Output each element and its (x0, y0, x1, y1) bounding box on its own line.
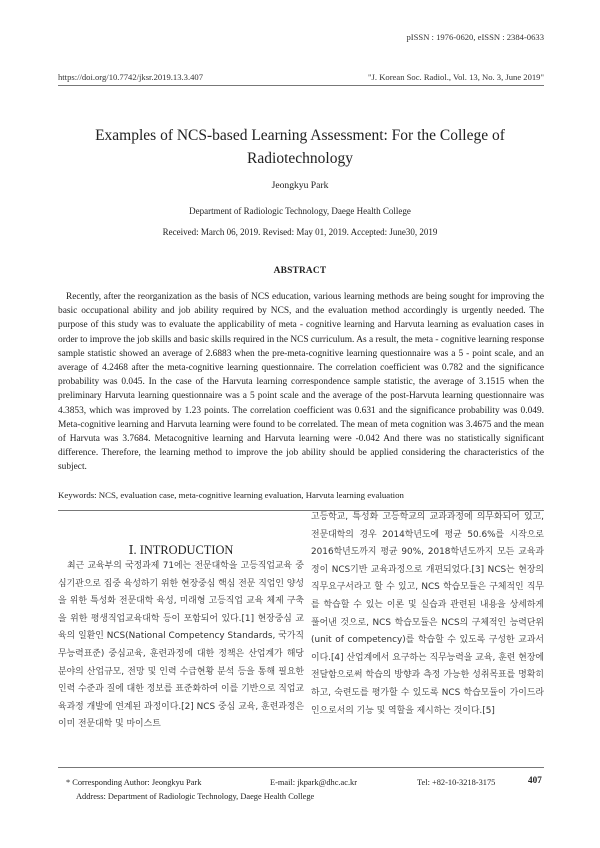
doi-link[interactable]: https://doi.org/10.7742/jksr.2019.13.3.407 (58, 72, 203, 82)
section-heading-introduction: Ⅰ. INTRODUCTION (128, 543, 234, 557)
title-line-2: Radiotechnology (247, 150, 353, 167)
abstract-heading: ABSTRACT (273, 266, 327, 276)
title-line-1: Examples of NCS-based Learning Assessment: For the College of (95, 127, 505, 144)
journal-citation: "J. Korean Soc. Radiol., Vol. 13, No. 3, June 2019" (368, 72, 544, 82)
intro-column-left (58, 558, 304, 734)
header-rule (58, 85, 544, 86)
corresponding-email[interactable]: E-mail: jkpark@dhc.ac.kr (270, 778, 358, 787)
abstract-text: Recently, after the reorganization as the basis of NCS education, various learning methods are being sought for improving the basic occupational ability and job ability required by NCS, and the evaluation method accordingly is urgently needed. The purpose of this study was to evaluate the applicability of meta - cognitive learning and Harvuta learning as evaluation cases in order to improve the job skills and basic skills required in the NCS curriculum. As a result, the meta - cognitive learning response sample statistic showed an average of 2.6883 when the pre-meta-cognitive learning questionnaire was a 5 - point scale, and an average of 4.2468 after the meta-cognitive learning questionnaire. The correlation coefficient was 0.782 and the significance probability was 0.045. In the case of the Harvuta learning correspondence sample statistic, the average of 3.1515 when the preliminary Harvuta learning questionnaire was a 5 point scale and the average of the post-Harvuta learning questionnaire was 4.3853, which was improved by 1.23 points. The correlation coefficient was 0.631 and the significance probability was 0.049. Meta-cognitive learning and Harvuta learning were found to be correlated. The mean of meta cognition was 3.4675 and the mean of Harvuta was 3.7684. Metacognitive learning and Harvuta learning were -0.042 And there was no statistically significant difference. Therefore, the learning method to improve the job ability should be applied considering the characteristics of the subject. (58, 292, 544, 473)
issn-line: pISSN : 1976-0620, eISSN : 2384-0633 (406, 32, 544, 42)
intro-paragraph-continued: 고등학교, 특성화 고등학교의 교과과정에 의무화되어 있고, 전문대학의 경우 2014학년도에 평균 50.6%를 시작으로 2016학년도까지 평균 90%, 2018학년도까지 모든 교육과정이 NCS기반 교육과정으로 개편되었다.[3] NCS는 현장의 직무요구서라고 할 수 있고, NCS 학습모듈은 구체적인 직무를 학습할 수 있는 이론 및 실습과 관련된 내용을 상세하게 풀어낸 것으로, NCS 학습모듈은 NCS의 구체적인 능력단위(unit of competency)를 학습할 수 있도록 구성한 교과서이다.[4] 산업계에서 요구하는 직무능력을 교육, 훈련 현장에 전달함으로써 학습의 방향과 측정 가능한 성취목표를 명확히 하고, 숙련도를 평가할 수 있도록 NCS 학습모듈이 가이드라인으로서의 기능 및 역할을 제시하는 것이다.[5] (311, 512, 544, 716)
corresponding-author: * Corresponding Author: Jeongkyu Park (66, 778, 202, 787)
intro-column-right (311, 509, 544, 720)
footer-rule (58, 767, 544, 768)
page-number: 407 (528, 775, 542, 785)
corresponding-tel: Tel: +82-10-3218-3175 (417, 778, 496, 787)
corresponding-address: Address: Department of Radiologic Technology, Daege Health College (76, 792, 315, 801)
received-dates: Received: March 06, 2019. Revised: May 01, 2019. Accepted: June30, 2019 (162, 227, 438, 237)
author-name: Jeongkyu Park (271, 180, 329, 191)
paper-title (40, 124, 560, 170)
intro-paragraph: 최근 교육부의 국정과제 71에는 전문대학을 고등직업교육 중심기관으로 집중 육성하기 위한 현장중심 핵심 전문 직업인 양성을 위한 특성화 전문대학 육성, 미래형 고등직업 교육 체제 구축을 위한 평생직업교육대학 등이 포함되어 있다.[1] 현장중심 교육의 일환인 NCS(National Competency Standards, 국가직무능력표준) 중심교육, 훈련과정에 대한 정책은 산업계가 해당분야의 산업규모, 전망 및 인력 수급현황 분석 등을 통해 필요한 인력 수준과 질에 대한 정보를 표준화하여 이를 기반으로 직업교육과정 개발에 연계된 과정이다.[2] NCS 중심 교육, 훈련과정은 이미 전문대학 및 마이스트 (58, 561, 304, 730)
author-affiliation: Department of Radiologic Technology, Daege Health College (189, 206, 411, 216)
keywords: Keywords: NCS, evaluation case, meta-cognitive learning evaluation, Harvuta learning evaluation (58, 490, 404, 500)
